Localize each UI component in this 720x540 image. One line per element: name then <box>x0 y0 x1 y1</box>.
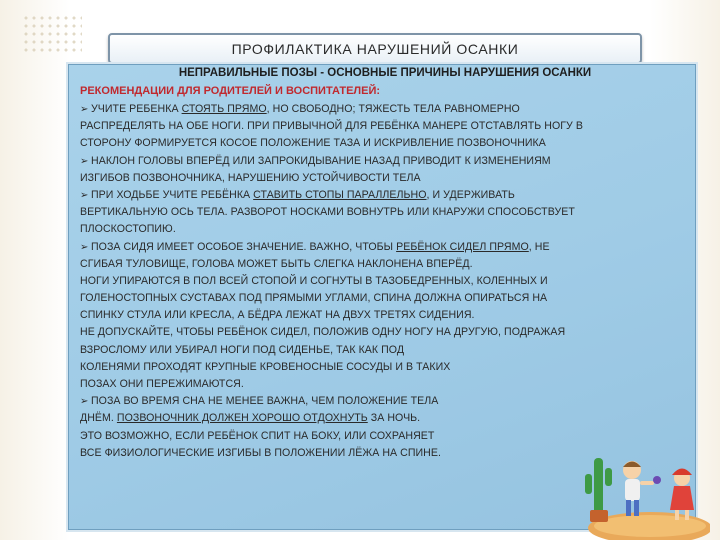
child-figure <box>623 461 661 516</box>
text-line: ➢ УЧИТЕ РЕБЕНКА СТОЯТЬ ПРЯМО, НО СВОБОДНО; ТЯЖЕСТЬ ТЕЛА РАВНОМЕРНО <box>80 101 692 118</box>
cactus-icon <box>585 458 612 522</box>
text-line: ВСЕ ФИЗИОЛОГИЧЕСКИЕ ИЗГИБЫ В ПОЛОЖЕНИИ ЛЁЖА НА СПИНЕ. <box>80 446 441 459</box>
arrow-bullet-icon: ➢ <box>80 241 89 253</box>
decorative-dots <box>22 14 82 54</box>
text-line: НЕ ДОПУСКАЙТЕ, ЧТОБЫ РЕБЁНОК СИДЕЛ, ПОЛОЖИВ ОДНУ НОГУ НА ДРУГУЮ, ПОДРАЖАЯ <box>80 326 566 339</box>
text-line: ➢ ПОЗА СИДЯ ИМЕЕТ ОСОБОЕ ЗНАЧЕНИЕ. ВАЖНО, ЧТОБЫ РЕБЁНОК СИДЕЛ ПРЯМО, НЕ <box>80 239 692 256</box>
arrow-bullet-icon: ➢ <box>80 189 89 201</box>
recommendations-text <box>80 101 692 462</box>
child-figure <box>670 469 694 521</box>
text-line: КОЛЕНЯМИ ПРОХОДЯТ КРУПНЫЕ КРОВЕНОСНЫЕ СОСУДЫ И В ТАКИХ <box>80 360 451 373</box>
text-line: СГИБАЯ ТУЛОВИЩЕ, ГОЛОВА МОЖЕТ БЫТЬ СЛЕГКА НАКЛОНЕНА ВПЕРЁД. <box>80 257 473 270</box>
text-line: ВЗРОСЛОМУ ИЛИ УБИРАЛ НОГИ ПОД СИДЕНЬЕ, ТАК КАК ПОД <box>80 343 405 356</box>
text-line: ВЕРТИКАЛЬНУЮ ОСЬ ТЕЛА. РАЗВОРОТ НОСКАМИ ВОВНУТРЬ ИЛИ КНАРУЖИ СПОСОБСТВУЕТ <box>80 206 575 219</box>
page-title: ПРОФИЛАКТИКА НАРУШЕНИЙ ОСАНКИ <box>231 40 519 57</box>
section-heading: НЕПРАВИЛЬНЫЕ ПОЗЫ - ОСНОВНЫЕ ПРИЧИНЫ НАРУШЕНИЯ ОСАНКИ <box>178 67 592 79</box>
arrow-bullet-icon: ➢ <box>80 396 89 408</box>
text-line: РАСПРЕДЕЛЯТЬ НА ОБЕ НОГИ. ПРИ ПРИВЫЧНОЙ ДЛЯ РЕБЁНКА МАНЕРЕ ОТСТАВЛЯТЬ НОГУ В <box>80 120 583 133</box>
text-line: ИЗГИБОВ ПОЗВОНОЧНИКА, НАРУШЕНИЮ УСТОЙЧИВОСТИ ТЕЛА <box>80 171 421 184</box>
children-illustration <box>560 440 710 540</box>
text-line: НОГИ УПИРАЮТСЯ В ПОЛ ВСЕЙ СТОПОЙ И СОГНУТЫ В ТАЗОБЕДРЕННЫХ, КОЛЕННЫХ И <box>80 274 548 287</box>
text-line: СПИНКУ СТУЛА ИЛИ КРЕСЛА, А БЁДРА ЛЕЖАТ НА ДВУХ ТРЕТЯХ СИДЕНИЯ. <box>80 309 475 322</box>
text-line: ПЛОСКОСТОПИЮ. <box>80 223 176 236</box>
arrow-bullet-icon: ➢ <box>80 155 89 167</box>
text-line: ЭТО ВОЗМОЖНО, ЕСЛИ РЕБЁНОК СПИТ НА БОКУ, ИЛИ СОХРАНЯЕТ <box>80 429 435 442</box>
title-banner <box>108 33 642 64</box>
text-line: СТОРОНУ ФОРМИРУЕТСЯ КОСОЕ ПОЛОЖЕНИЕ ТАЗА И ИСКРИВЛЕНИЕ ПОЗВОНОЧНИКА <box>80 137 546 150</box>
text-line: ДНЁМ. ПОЗВОНОЧНИК ДОЛЖЕН ХОРОШО ОТДОХНУТЬ ЗА НОЧЬ. <box>80 412 421 425</box>
text-line: ➢ НАКЛОН ГОЛОВЫ ВПЕРЁД ИЛИ ЗАПРОКИДЫВАНИЕ НАЗАД ПРИВОДИТ К ИЗМЕНЕНИЯМ <box>80 153 692 170</box>
text-line: ➢ ПРИ ХОДЬБЕ УЧИТЕ РЕБЁНКА СТАВИТЬ СТОПЫ ПАРАЛЛЕЛЬНО, И УДЕРЖИВАТЬ <box>80 187 692 204</box>
text-line: ПОЗАХ ОНИ ПЕРЕЖИМАЮТСЯ. <box>80 378 244 390</box>
text-line: ➢ ПОЗА ВО ВРЕМЯ СНА НЕ МЕНЕЕ ВАЖНА, ЧЕМ ПОЛОЖЕНИЕ ТЕЛА <box>80 393 692 410</box>
text-line: ГОЛЕНОСТОПНЫХ СУСТАВАХ ПОД ПРЯМЫМИ УГЛАМИ, СПИНА ДОЛЖНА ОПИРАТЬСЯ НА <box>80 292 548 305</box>
arrow-bullet-icon: ➢ <box>80 104 89 115</box>
recommendations-subheading: РЕКОМЕНДАЦИИ ДЛЯ РОДИТЕЛЕЙ И ВОСПИТАТЕЛЕЙ: <box>80 85 381 97</box>
